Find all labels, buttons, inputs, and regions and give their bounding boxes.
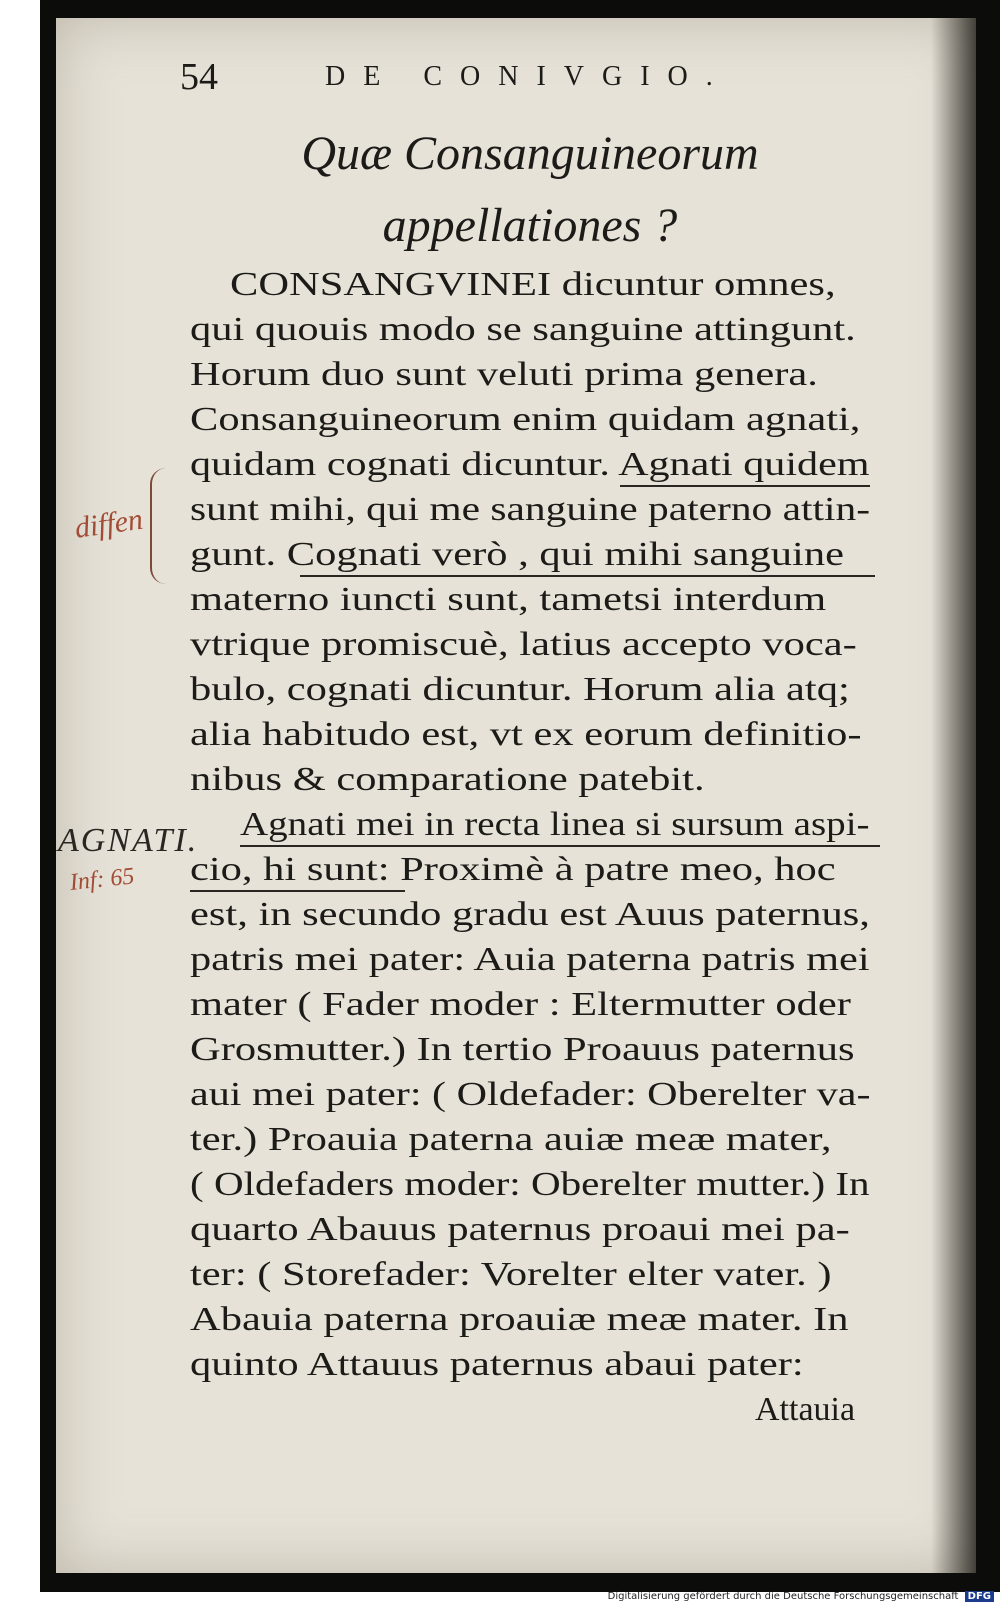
text-line: Consanguineorum enim quidam agnati, [190, 401, 861, 438]
credit-text: Digitalisierung gefördert durch die Deutsche Forschungsgemeinschaft [607, 1591, 959, 1602]
margin-bracket [150, 468, 166, 584]
text-line: nibus & comparatione patebit. [190, 761, 705, 798]
heading-line-1: Quæ Consanguineorum [301, 127, 759, 180]
text-line: Horum duo sunt veluti prima genera. [190, 356, 818, 393]
handwritten-underline [190, 890, 405, 892]
text-line: patris mei pater: Auia paterna patris mei [190, 941, 870, 978]
text-line: CONSANGVINEI dicuntur omnes, [230, 266, 836, 303]
handwritten-underline [300, 575, 875, 577]
text-line: ter: ( Storefader: Vorelter elter vater. ) [190, 1256, 832, 1293]
text-line: quidam cognati dicuntur. Agnati quidem [190, 446, 870, 483]
text-line: Grosmutter.) In tertio Proauus paternus [190, 1031, 855, 1068]
text-line: aui mei pater: ( Oldefader: Oberelter va- [190, 1076, 871, 1113]
text-line: quarto Abauus paternus proaui mei pa- [190, 1211, 850, 1248]
text-line: est, in secundo gradu est Auus paternus, [190, 896, 870, 933]
text-line: vtrique promiscuè, latius accepto voca- [190, 626, 857, 663]
text-line: bulo, cognati dicuntur. Horum alia atq; [190, 671, 850, 708]
running-title: DE CONIVGIO. [325, 61, 731, 92]
heading-line-2: appellationes ? [382, 199, 678, 252]
text-line: ( Oldefaders moder: Oberelter mutter.) In [190, 1166, 870, 1203]
page-header [180, 55, 840, 105]
text-line: quinto Attauus paternus abaui pater: [190, 1346, 804, 1383]
section-heading [230, 118, 830, 262]
page-number: 54 [180, 56, 218, 98]
dfg-logo: DFG [965, 1591, 994, 1602]
catchword: Attauia [755, 1391, 856, 1428]
digitization-credit [608, 1591, 994, 1602]
text-line: mater ( Fader moder : Eltermutter oder [190, 986, 851, 1023]
text-line: qui quouis modo se sanguine attingunt. [190, 311, 856, 348]
margin-note-agnati: AGNATI. [58, 822, 199, 859]
gutter-shadow [931, 18, 976, 1573]
margin-note-differentia: diffen [72, 502, 145, 545]
handwritten-underline [620, 485, 870, 487]
text-line: ter.) Proauia paterna auiæ meæ mater, [190, 1121, 832, 1158]
text-line: sunt mihi, qui me sanguine paterno attin- [190, 491, 871, 528]
text-line: Abauia paterna proauiæ meæ mater. In [190, 1301, 849, 1338]
text-line: materno iuncti sunt, tametsi interdum [190, 581, 827, 618]
text-line: alia habitudo est, vt ex eorum definitio- [190, 716, 862, 753]
handwritten-underline [240, 845, 880, 847]
text-line: cio, hi sunt: Proximè à patre meo, hoc [190, 851, 836, 888]
text-line: Agnati mei in recta linea si sursum aspi- [240, 806, 870, 843]
text-line: gunt. Cognati verò , qui mihi sanguine [190, 536, 844, 573]
margin-note-inf: Inf: 65 [68, 863, 136, 896]
